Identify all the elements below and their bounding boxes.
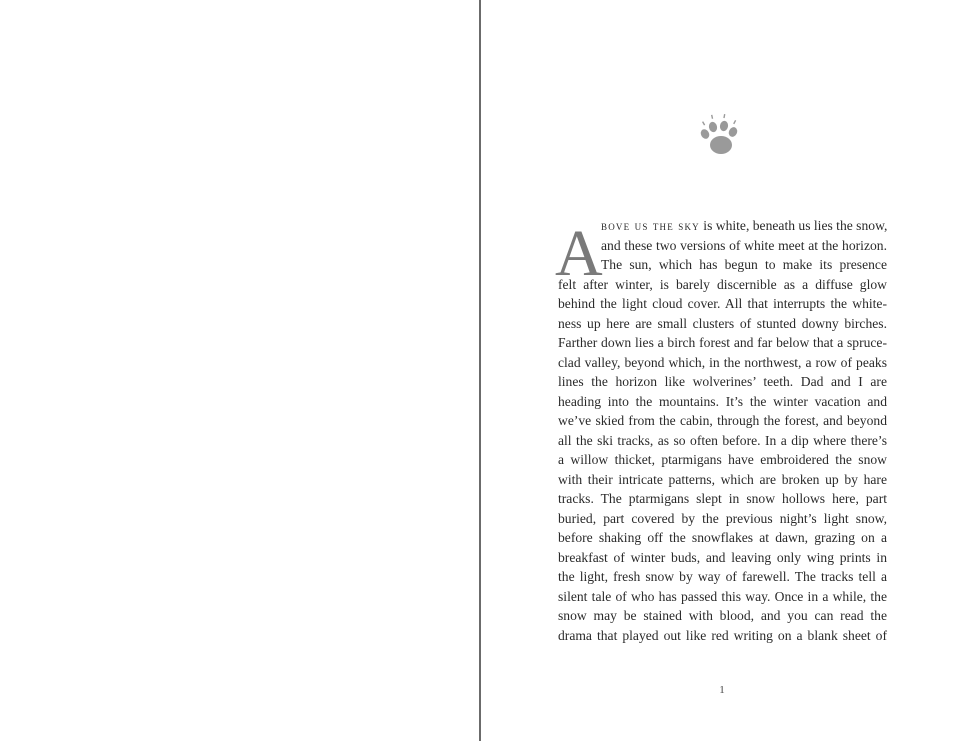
text-line: all the ski tracks, as so often before. In a dip where there’s: [558, 432, 887, 448]
text-line-content: is white, beneath us lies the snow,: [699, 218, 888, 233]
paw-print-icon: [696, 112, 746, 160]
text-line: ness up here are small clusters of stunted downy birches.: [558, 315, 887, 331]
text-line: before shaking off the snowflakes at dawn, grazing on a: [558, 530, 887, 545]
chapter-text: [555, 216, 888, 645]
text-line: the light, fresh snow by way of farewell. The tracks tell a: [558, 569, 887, 584]
drop-cap: A: [555, 217, 603, 290]
text-line: a willow thicket, ptarmigans have embroidered the snow: [558, 452, 887, 467]
text-line: we’ve skied from the cabin, through the forest, and beyond: [558, 413, 887, 428]
text-line: [558, 216, 887, 236]
text-line: with their intricate patterns, which are broken up by hare: [558, 471, 887, 487]
text-line: Farther down lies a birch forest and far below that a spruce-: [558, 335, 887, 350]
text-line: drama that played out like red writing on a blank sheet of: [558, 627, 887, 643]
text-line: lines the horizon like wolverines’ teeth. Dad and I are: [558, 374, 887, 389]
text-line: clad valley, beyond which, in the northwest, a row of peaks: [558, 354, 887, 370]
text-line: tracks. The ptarmigans slept in snow hollows here, part: [558, 491, 887, 506]
text-line: breakfast of winter buds, and leaving only wing prints in: [558, 549, 887, 565]
text-line: behind the light cloud cover. All that interrupts the white-: [558, 296, 887, 311]
page-number: 1: [719, 684, 725, 696]
text-line: and these two versions of white meet at the horizon.: [601, 237, 887, 253]
text-line: silent tale of who has passed this way. Once in a while, the: [558, 588, 887, 604]
text-line: felt after winter, is barely discernible as a diffuse glow: [558, 276, 887, 292]
text-line: snow may be stained with blood, and you can read the: [558, 608, 887, 623]
text-line: buried, part covered by the previous night’s light snow,: [558, 510, 887, 526]
text-line: The sun, which has begun to make its presence: [601, 257, 887, 272]
small-caps-opening: bove us the sky: [601, 219, 700, 233]
left-page-blank: [0, 0, 479, 741]
text-line: heading into the mountains. It’s the winter vacation and: [558, 393, 887, 409]
